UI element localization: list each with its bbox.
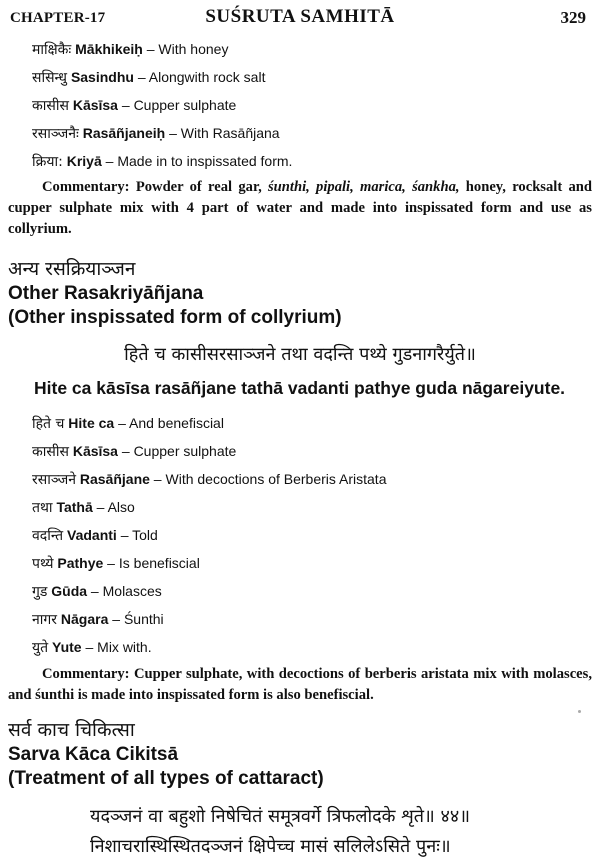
gloss-sanskrit: ससिन्धु <box>32 70 68 86</box>
gloss-meaning: And benefiscial <box>129 415 224 431</box>
gloss-sanskrit: युते <box>32 640 49 656</box>
gloss-meaning: With honey <box>158 41 229 57</box>
gloss-sanskrit: रसाञ्जने <box>32 472 76 488</box>
gloss-item: रसाञ्जने Rasāñjane – With decoctions of Berberis Aristata <box>32 471 387 488</box>
gloss-meaning: Made in to inspissated form. <box>117 153 293 169</box>
gloss-sanskrit: हिते च <box>32 416 65 432</box>
gloss-term: Rasāñjaneiḥ <box>82 125 166 141</box>
section-heading-english: Sarva Kāca Cikitsā <box>8 744 179 765</box>
gloss-meaning: Also <box>107 499 135 515</box>
commentary-paragraph <box>8 177 592 240</box>
verse-devanagari: हिते च कासीसरसाञ्जने तथा वदन्ति पथ्ये गुडनागरैर्युते॥ <box>124 344 476 365</box>
gloss-item: हिते च Hite ca – And benefiscial <box>32 415 224 432</box>
commentary-label: Commentary: <box>42 666 130 682</box>
page-header <box>10 4 590 32</box>
commentary-text: Cupper sulphate, with decoctions of berberis aristata mix with molasces, and śunthi is made into inspissated form is also benefiscial. <box>8 666 592 703</box>
gloss-sanskrit: माक्षिकैः <box>32 42 72 58</box>
verse-transliteration: Hite ca kāsīsa rasāñjane tathā vadanti pathye guda nāgareiyute. <box>34 378 566 398</box>
gloss-term: Yute <box>52 639 82 655</box>
gloss-item: कासीस Kāsīsa – Cupper sulphate <box>32 443 237 460</box>
gloss-item: कासीस Kāsīsa – Cupper sulphate <box>32 97 237 114</box>
gloss-sanskrit: नागर <box>32 612 58 628</box>
gloss-item: वदन्ति Vadanti – Told <box>32 527 158 544</box>
gloss-sanskrit: पथ्ये <box>32 556 54 572</box>
gloss-sanskrit: तथा <box>32 500 53 516</box>
gloss-term: Vadanti <box>67 527 117 543</box>
page-number: 329 <box>560 8 586 27</box>
gloss-sanskrit: कासीस <box>32 98 69 114</box>
gloss-term: Kriyā <box>66 153 102 169</box>
gloss-meaning: With decoctions of Berberis Aristata <box>165 471 387 487</box>
gloss-item: गुड Gūda – Molasces <box>32 583 162 600</box>
gloss-meaning: With Rasāñjana <box>180 125 280 141</box>
commentary-paragraph <box>8 664 592 706</box>
gloss-item: नागर Nāgara – Śunthi <box>32 611 164 628</box>
gloss-term: Mākhikeiḥ <box>75 41 143 57</box>
gloss-item: माक्षिकैः Mākhikeiḥ – With honey <box>32 41 229 58</box>
gloss-meaning: Told <box>132 527 158 543</box>
scan-speck <box>578 710 581 713</box>
gloss-sanskrit: रसाञ्जनैः <box>32 126 79 142</box>
gloss-item: तथा Tathā – Also <box>32 499 135 516</box>
gloss-term: Pathye <box>57 555 104 571</box>
gloss-meaning: Cupper sulphate <box>133 443 237 459</box>
book-title: SUŚRUTA SAMHITĀ <box>205 6 395 27</box>
commentary-text: Powder of real gar, <box>135 179 262 195</box>
gloss-meaning: Molasces <box>102 583 162 599</box>
gloss-sanskrit: क्रिया: <box>32 154 63 170</box>
gloss-term: Kāsīsa <box>72 443 118 459</box>
gloss-sanskrit: वदन्ति <box>32 528 64 544</box>
commentary-text: honey, rocksalt and cupper sulphate mix with 4 part of water and made into inspissated form and use as collyrium. <box>8 179 592 237</box>
gloss-item: क्रिया: Kriyā – Made in to inspissated form. <box>32 153 293 170</box>
gloss-item: रसाञ्जनैः Rasāñjaneiḥ – With Rasāñjana <box>32 125 280 142</box>
gloss-term: Tathā <box>56 499 93 515</box>
gloss-term: Nāgara <box>60 611 109 627</box>
gloss-item: युते Yute – Mix with. <box>32 639 152 656</box>
gloss-term: Sasindhu <box>70 69 134 85</box>
gloss-item: पथ्ये Pathye – Is benefiscial <box>32 555 200 572</box>
gloss-meaning: Cupper sulphate <box>133 97 237 113</box>
commentary-italic-terms: śunthi, pipali, marica, śankha, <box>268 179 460 195</box>
gloss-meaning: Mix with. <box>97 639 152 655</box>
section-heading-sanskrit: अन्य रसक्रियाञ्जन <box>8 258 136 280</box>
commentary-label: Commentary: <box>42 179 130 195</box>
gloss-item: ससिन्धु Sasindhu – Alongwith rock salt <box>32 69 266 86</box>
gloss-term: Kāsīsa <box>72 97 118 113</box>
section-subheading: (Other inspissated form of collyrium) <box>8 307 342 328</box>
gloss-term: Gūda <box>51 583 88 599</box>
gloss-meaning: Alongwith rock salt <box>148 69 266 85</box>
gloss-term: Rasāñjane <box>79 471 150 487</box>
section-subheading: (Treatment of all types of cattaract) <box>8 768 324 789</box>
verse-line: यदञ्जनं वा बहुशो निषेचितं समूत्रवर्गे त्रिफलोदके शृते॥ ४४॥ <box>90 806 471 827</box>
section-heading-sanskrit: सर्व काच चिकित्सा <box>8 719 135 741</box>
gloss-sanskrit: कासीस <box>32 444 69 460</box>
section-heading-english: Other Rasakriyāñjana <box>8 283 204 304</box>
gloss-term: Hite ca <box>68 415 115 431</box>
gloss-meaning: Śunthi <box>123 611 164 627</box>
chapter-label: CHAPTER-17 <box>10 10 106 26</box>
gloss-sanskrit: गुड <box>32 584 48 600</box>
verse-line: निशाचरास्थिस्थितदञ्जनं क्षिपेच्च मासं सलिलेऽसिते पुनः॥ <box>90 836 451 857</box>
gloss-meaning: Is benefiscial <box>118 555 200 571</box>
